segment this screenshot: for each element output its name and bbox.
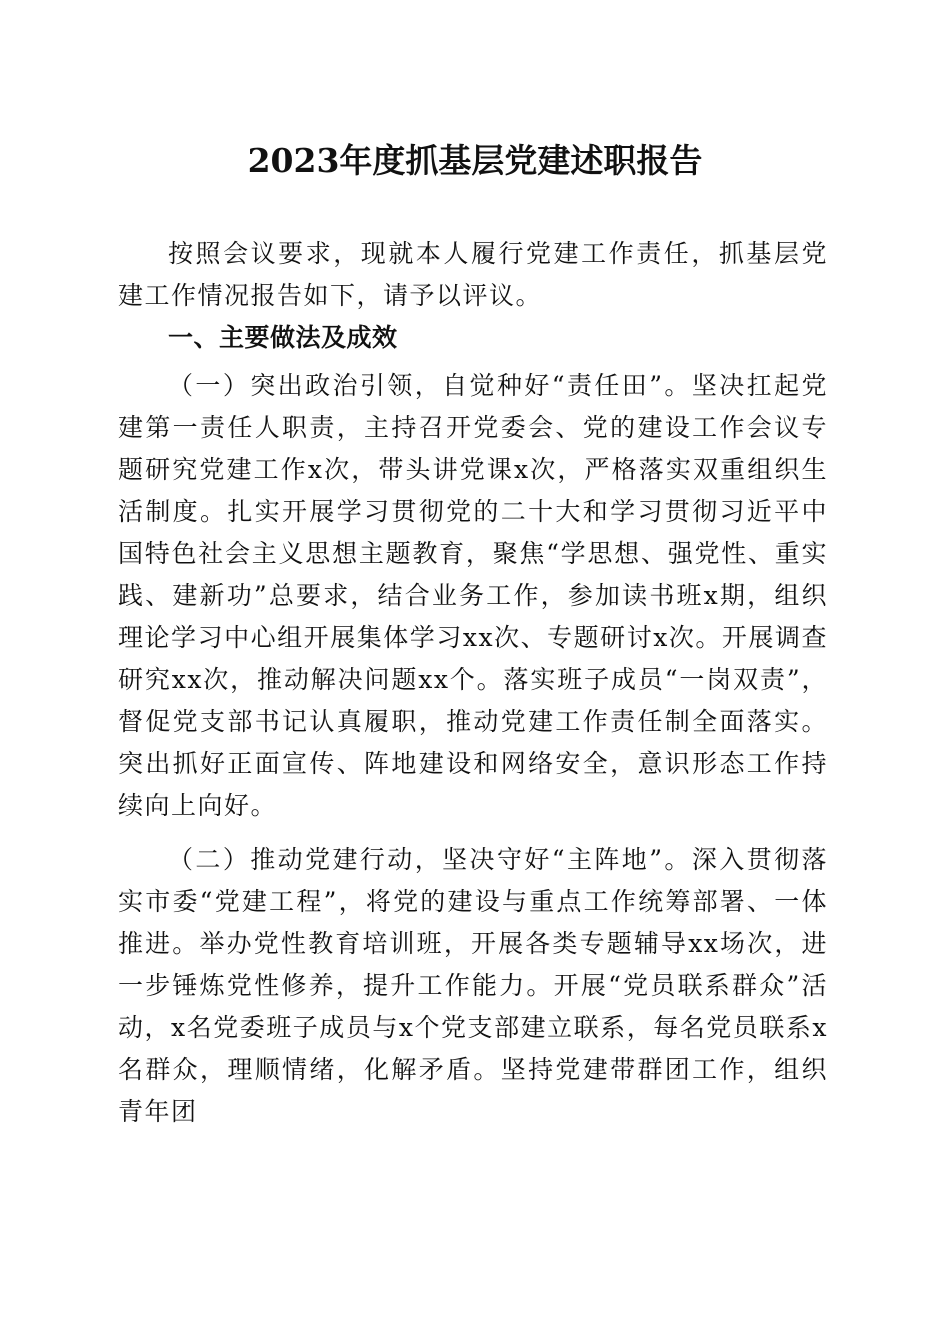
- document-body: [118, 233, 828, 1133]
- paragraph-1: （一）突出政治引领，自觉种好“责任田”。坚决扛起党建第一责任人职责，主持召开党委会、党的建设工作会议专题研究党建工作x次，带头讲党课x次，严格落实双重组织生活制度。扎实开展学习贯彻党的二十大和学习贯彻习近平中国特色社会主义思想主题教育，聚焦“学思想、强党性、重实践、建新功”总要求，结合业务工作，参加读书班x期，组织理论学习中心组开展集体学习xx次、专题研讨x次。开展调查研究xx次，推动解决问题xx个。落实班子成员“一岗双责”，督促党支部书记认真履职，推动党建工作责任制全面落实。突出抓好正面宣传、阵地建设和网络安全，意识形态工作持续向上向好。: [118, 371, 828, 820]
- intro-paragraph: 按照会议要求，现就本人履行党建工作责任，抓基层党建工作情况报告如下，请予以评议。: [118, 239, 828, 310]
- paragraph-spacer: [118, 827, 828, 839]
- section-heading: 一、主要做法及成效: [168, 323, 398, 352]
- document-title: 2023年度抓基层党建述职报告: [247, 141, 703, 180]
- paragraph-2: （二）推动党建行动，坚决守好“主阵地”。深入贯彻落实市委“党建工程”，将党的建设与重点工作统筹部署、一体推进。举办党性教育培训班，开展各类专题辅导xx场次，进一步锤炼党性修养，提升工作能力。开展“党员联系群众”活动，x名党委班子成员与x个党支部建立联系，每名党员联系x名群众，理顺情绪，化解矛盾。坚持党建带群团工作，组织青年团: [118, 845, 828, 1126]
